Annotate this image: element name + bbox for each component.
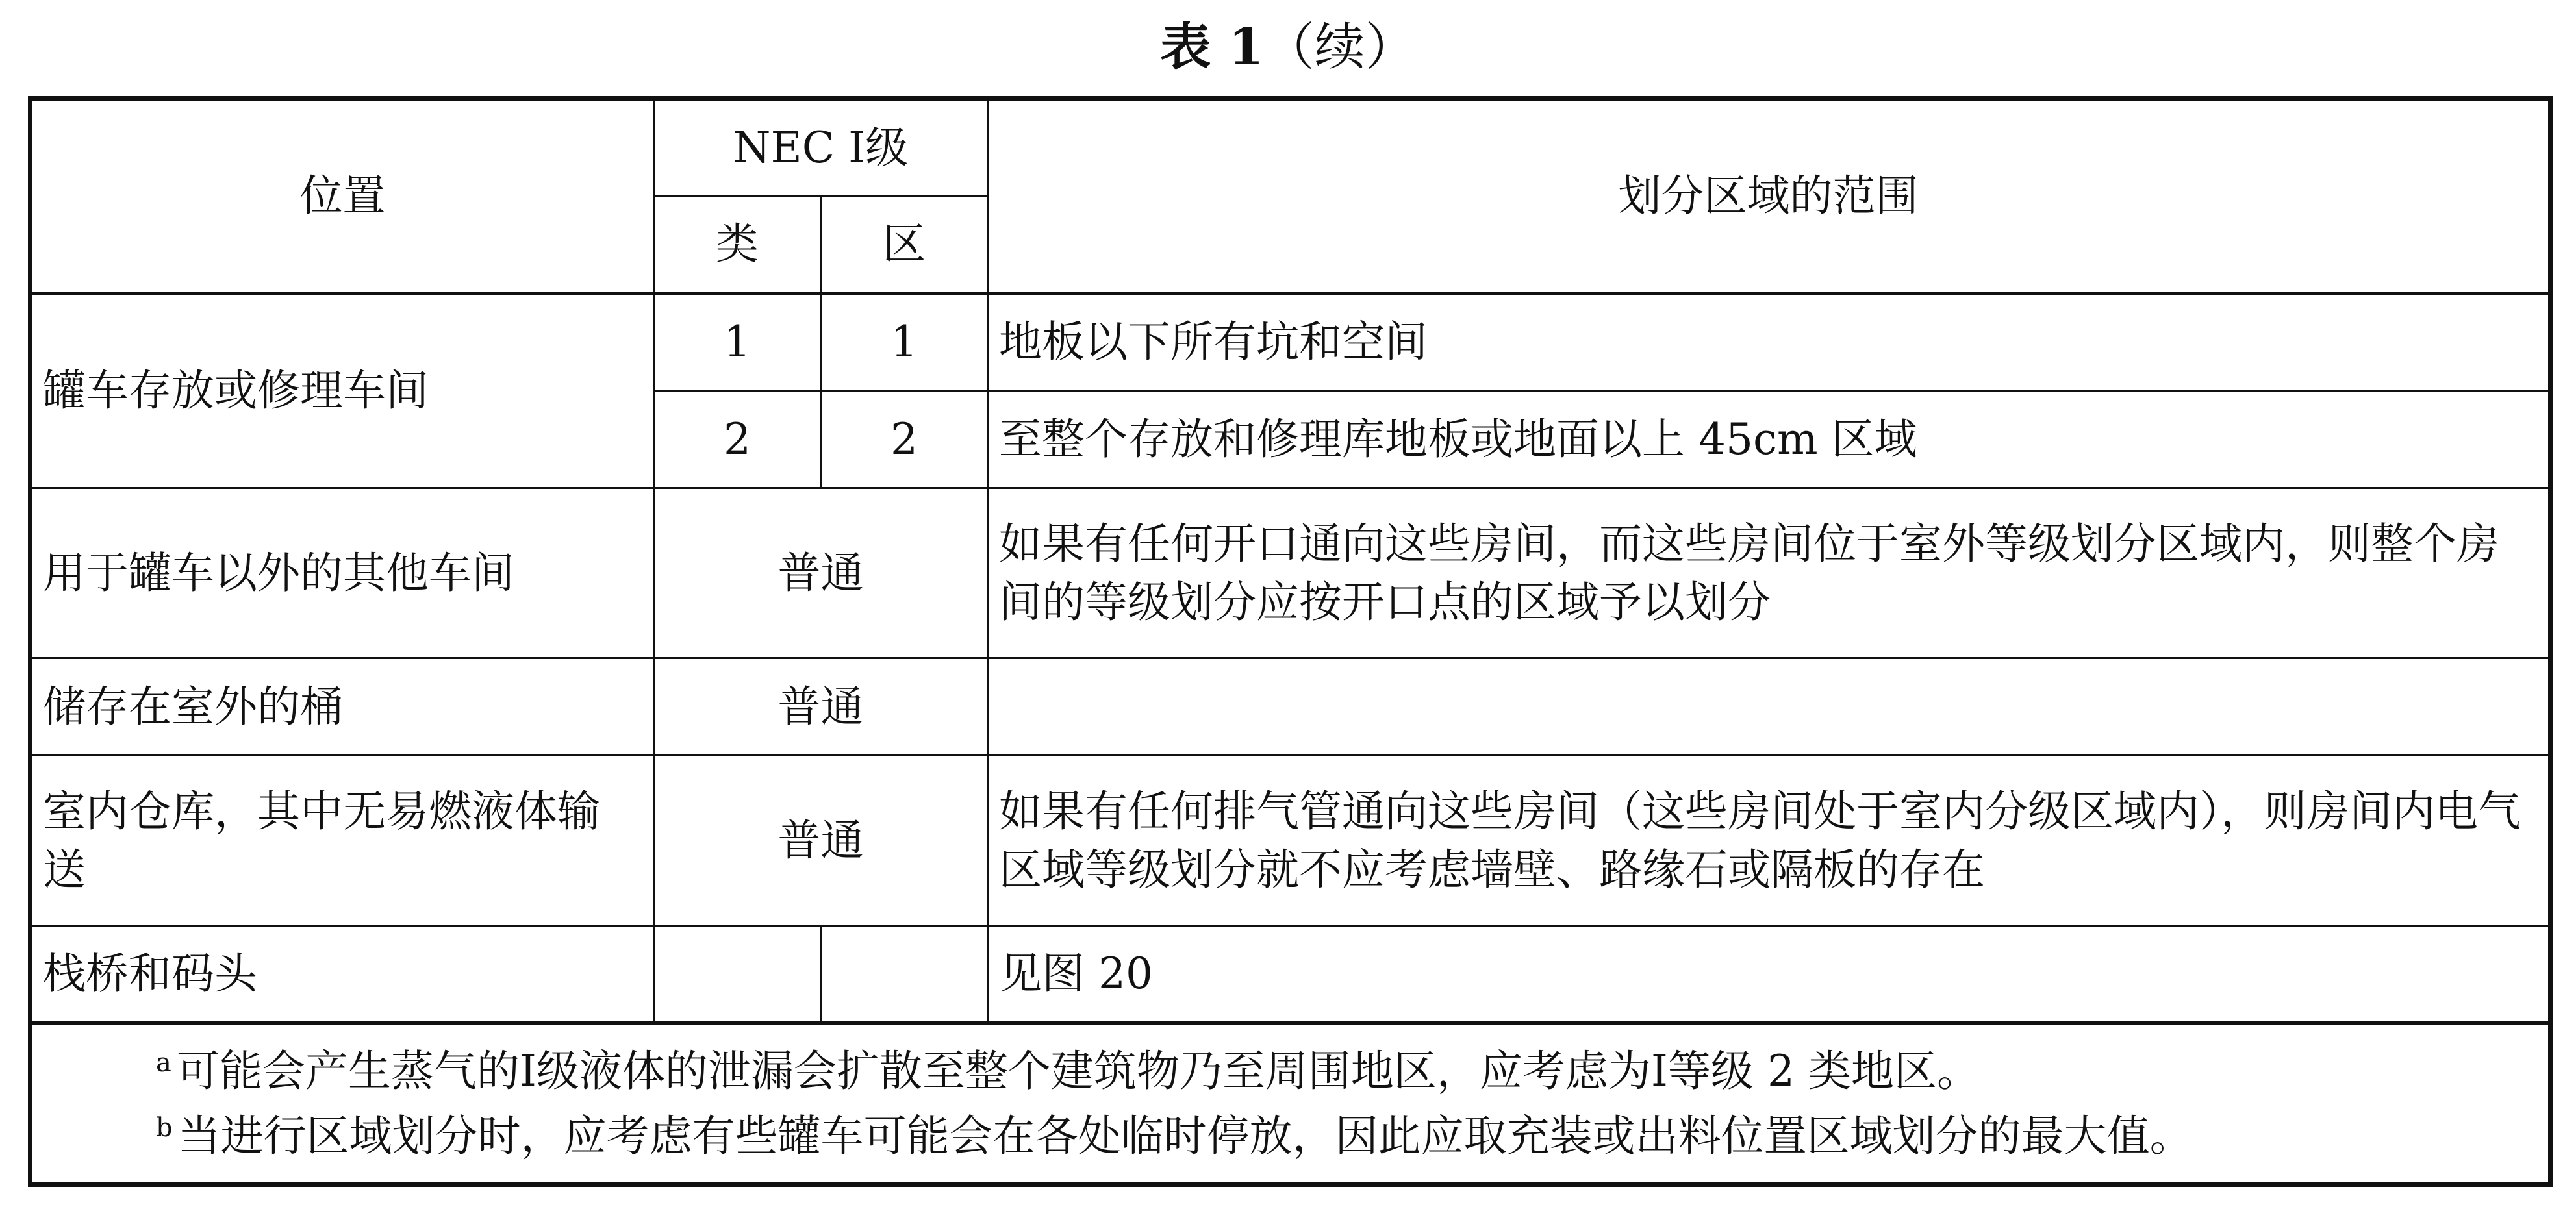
row-division: 2 xyxy=(821,391,988,488)
row-division xyxy=(821,926,988,1023)
header-nec-group: NEC Ⅰ级 xyxy=(654,99,988,196)
row-range: 如果有任何开口通向这些房间，而这些房间位于室外等级划分区域内，则整个房间的等级划分应按开口点的区域予以划分 xyxy=(988,488,2551,658)
footnote-marker: b xyxy=(156,1112,173,1143)
header-division: 区 xyxy=(821,196,988,293)
notes-row xyxy=(31,1023,2551,1185)
header-row-1 xyxy=(31,99,2551,196)
row-nec: 普通 xyxy=(654,488,988,658)
table-title xyxy=(0,12,2576,83)
classification-table xyxy=(28,96,2553,1187)
row-range: 至整个存放和修理库地板或地面以上 45cm 区域 xyxy=(988,391,2551,488)
row-nec: 普通 xyxy=(654,756,988,926)
row-range xyxy=(988,658,2551,756)
table-row xyxy=(31,926,2551,1023)
row-range: 如果有任何排气管通向这些房间（这些房间处于室内分级区域内），则房间内电气区域等级划分就不应考虑墙壁、路缘石或隔板的存在 xyxy=(988,756,2551,926)
footnote-marker: a xyxy=(156,1047,171,1078)
row-division: 1 xyxy=(821,293,988,391)
row-class xyxy=(654,926,821,1023)
row-range: 地板以下所有坑和空间 xyxy=(988,293,2551,391)
header-location: 位置 xyxy=(31,99,654,293)
row-location: 用于罐车以外的其他车间 xyxy=(31,488,654,658)
table-notes xyxy=(31,1023,2551,1185)
table-row xyxy=(31,756,2551,926)
footnote-a xyxy=(32,1039,2548,1104)
footnote-b xyxy=(32,1104,2548,1169)
row-class: 2 xyxy=(654,391,821,488)
table-row xyxy=(31,658,2551,756)
row-location: 室内仓库，其中无易燃液体输送 xyxy=(31,756,654,926)
row-location: 栈桥和码头 xyxy=(31,926,654,1023)
footnote-text: 当进行区域划分时，应考虑有些罐车可能会在各处临时停放，因此应取充装或出料位置区域划分的最大值。 xyxy=(177,1110,2193,1161)
row-class: 1 xyxy=(654,293,821,391)
row-range: 见图 20 xyxy=(988,926,2551,1023)
table-title-main: 表 1 xyxy=(1160,18,1264,77)
row-location: 罐车存放或修理车间 xyxy=(31,293,654,488)
table-row xyxy=(31,293,2551,391)
table-title-suffix: （续） xyxy=(1263,18,1416,77)
row-location: 储存在室外的桶 xyxy=(31,658,654,756)
table-row xyxy=(31,488,2551,658)
row-nec: 普通 xyxy=(654,658,988,756)
header-class: 类 xyxy=(654,196,821,293)
footnote-text: 可能会产生蒸气的Ⅰ级液体的泄漏会扩散至整个建筑物乃至周围地区，应考虑为Ⅰ等级 2 类地区。 xyxy=(176,1045,1980,1096)
header-range: 划分区域的范围 xyxy=(988,99,2551,293)
